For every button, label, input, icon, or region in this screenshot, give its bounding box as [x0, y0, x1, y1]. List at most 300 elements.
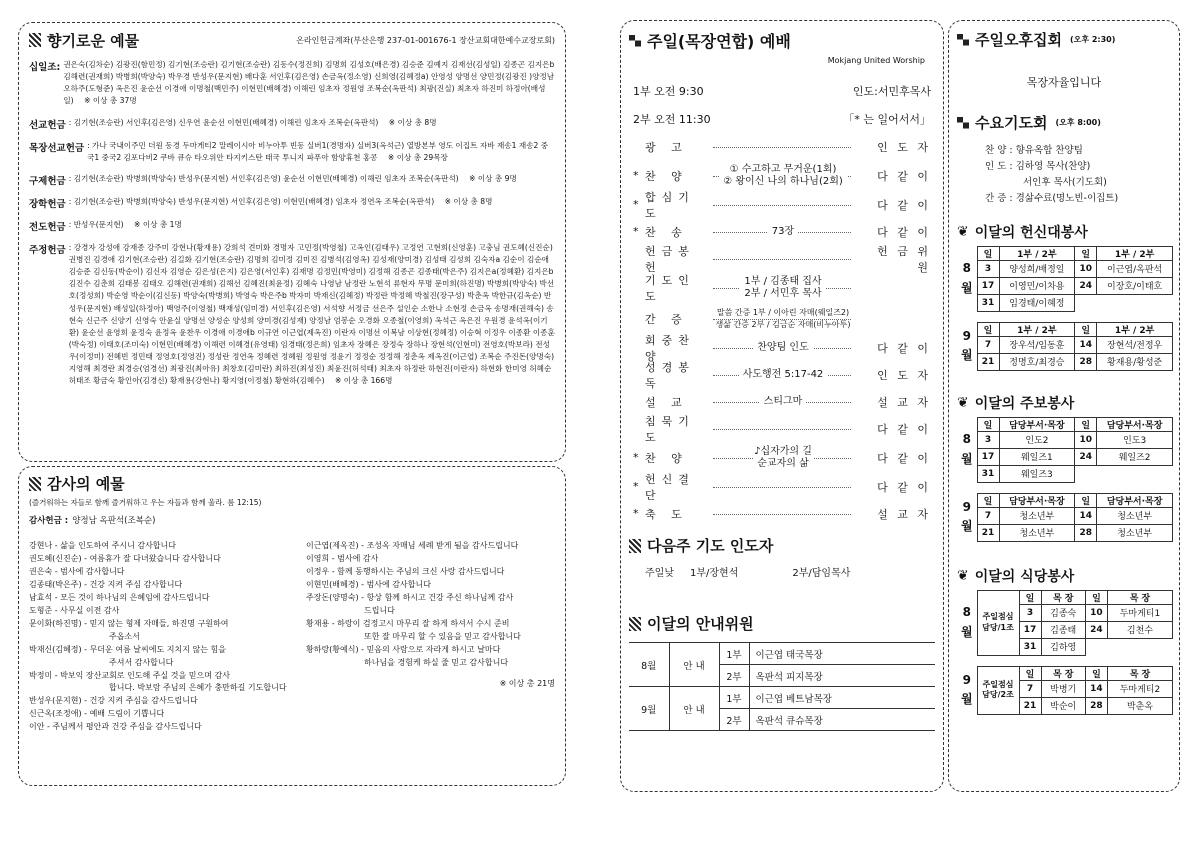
offering-section-body — [69, 242, 555, 388]
thanks-item: 하나님을 경험케 하실 줄 믿고 감사합니다 — [363, 657, 509, 667]
usher-row — [629, 643, 935, 665]
usher-role: 안 내 — [669, 643, 719, 687]
schedule-cell: 정명호/최경승 — [999, 353, 1075, 370]
schedule-cell: 21 — [1019, 697, 1041, 714]
worship-item-leader: 인 도 자 — [877, 140, 931, 154]
wed-lines — [957, 143, 1171, 208]
worship-item-name: 광 고 — [645, 140, 688, 154]
schedule-col-head: 일 — [977, 493, 999, 507]
thanks-item: 이근엽(제옥진) - 조성옥 자매님 세례 받게 됨을 감사드립니다 — [305, 541, 519, 550]
schedule-col-head: 1부 / 2부 — [999, 246, 1075, 260]
wed-line: 찬 양 : 향유옥합 찬양팀 — [985, 145, 1083, 156]
worship-item-name: 성경봉독 — [645, 360, 695, 390]
worship-item-leader: 인 도 자 — [877, 368, 931, 382]
offering-names: : 강경자 강성애 강재종 강주미 강현나(황재용) 강희석 견미화 경명자 고민정(박영철) 고옥인(김태우) 고정연 고현희(신영훈) 고충님 권도혜(신진순) 권병진 김경애 김기현(조승란) 김길화 김기현(조승란) 김명희 김미정 김미진 김병석(김영옥) 김성재(양미경) 김성태 김성희 김숙자a 김순이 김순애 김승준 김신동(박순이) 김신자 김영순 김은성(은지) 김은영(서인후) 김재명 김정민(박영미) 김정해 김종곤 김종태(박은주) 김지은a(정혜환) 김지은b 김진수 김춘희 김태봉 김태오 김해련(권재희) 김해선 김혜진(최윤정) 김혜숙 나영남 남정란 노현석 류현자 무명 문미희(하진명) 박병희(박양숙) 박선호(정성희) 박순영 박순이(김신동) 박양숙(박병희) 박영숙 박은주b 박자미 박재신(김혜정) 박정란 박정혜 박철진(장구성) 박춘옥 박한규(김옥순) 반성우(문지현) 배성일(하정아) 백영주(이영철) 백재성(임미경) 서인후(김은영) 서석향 서정금 선은주 설인순 소한나 소현정 손금옥 송명재(권해숙) 송현숙 신근주 신양기 신영숙 안윤실 양명선 양성순 양성희 양미경(김성재) 양정남 엄봉순 오경화 오종철(이영희) 옥석근 옥은진 우원경 윤석옥(이기환) 윤순선 윤영희 윤정숙 윤정옥 윤찬우 이경애 이경애b 이규연 이근엽(제옥진) 이란자 이명선 이복남 이상현(정혜정) 이승혁 이정우 이종환 이종훈(박숙정) 이태호(조미숙) 이현민(배혜경) 이해련 이혜경(유영태) 임경태(정은희) 임초자 장혜은 장정숙 장하나 장현석(인현미) 전영호(박보라) 전성우(이정미) 전혜빈 정민태 정영호(정영진) 정성란 정연옥 정혜련 정혜원 정원영 정윤기 정정순 정정해 정춘옥 제옥진(이근엽) 조복순 주진돈(양명숙) 지영해 최경란 최경승(엄경선) 최광진(최아유) 최창호(김미란) 최하진(최성진) 최윤진(허석태) 최초자 하정란 하현진(이란자) 하현화 한미영 허혜순 허태조 황금숙 황인아(김경신) 황재용(강현나) 황지영(이정철) 황현하(김혜수) — [68, 242, 555, 386]
offering-section-body — [87, 140, 555, 164]
schedule-col-head: 일 — [1019, 590, 1041, 604]
schedule-header — [957, 246, 1173, 260]
checker-icon — [957, 34, 969, 46]
schedule-col-head: 목 장 — [1107, 590, 1172, 604]
schedule-cell: 17 — [1019, 621, 1041, 638]
schedule-cell: 청소년부 — [999, 524, 1075, 541]
schedule-col-head: 목 장 — [1041, 666, 1085, 680]
checker-icon — [957, 117, 969, 129]
schedule-group: 주일점심 담당/1조 — [977, 590, 1019, 655]
leader-dots — [713, 429, 851, 430]
schedule-col-head: 담당부서·목장 — [999, 417, 1075, 431]
thanks-item: 이현민(배혜경) - 범사에 감사합니다 — [305, 579, 431, 589]
schedule-cell: 14 — [1085, 680, 1107, 697]
offering-section-body — [69, 117, 555, 131]
worship-item-name: 헌금봉헌 — [645, 244, 695, 274]
worship-item-name: 설 교 — [645, 395, 688, 409]
schedule-cell: 14 — [1075, 507, 1097, 524]
wed-line: 인 도 : 김하영 목사(찬양) — [985, 161, 1091, 173]
schedule-cell: 7 — [977, 507, 999, 524]
schedule-cell: 장우석/임동훈 — [999, 336, 1075, 353]
schedule-cell — [1107, 638, 1172, 655]
thanks-title: 감사의 예물 — [29, 473, 555, 494]
worship-star: * — [633, 169, 639, 182]
schedule-cell: 31 — [977, 465, 999, 482]
worship-star: * — [633, 451, 639, 464]
detail-line: 1부 / 김종태 집사 — [740, 276, 825, 288]
thanks-item: 박정미 - 박보익 장산교회로 인도해 주실 것을 믿으며 감사 — [29, 670, 230, 680]
schedule-cell: 양성희/배정일 — [999, 260, 1075, 277]
schedule-row — [957, 277, 1173, 294]
thanks-item: 합니다. 박보람 주님의 은혜가 충만하길 기도합니다 — [109, 683, 287, 693]
schedule-cell: 10 — [1075, 260, 1097, 277]
schedule-col-head: 일 — [1075, 493, 1097, 507]
schedule-col-head: 일 — [1075, 322, 1097, 336]
schedule-cell: 17 — [977, 277, 999, 294]
schedule-cell: 이영민/이차용 — [999, 277, 1075, 294]
schedule-col-head: 일 — [977, 322, 999, 336]
schedule-cell: 21 — [977, 353, 999, 370]
detail-line: ♪십자가의 길 — [750, 446, 816, 458]
thanks-item: 문이화(하진명) - 믿지 않는 형제 자매들, 하진명 구원하여 — [29, 618, 229, 628]
thanks-item: 권은숙 - 범사에 감사합니다 — [29, 566, 125, 576]
offering-section — [29, 242, 555, 388]
offering-section — [29, 117, 555, 131]
thanks-panel — [18, 466, 566, 786]
checker-icon — [629, 35, 641, 47]
thanks-offering-row — [29, 514, 555, 526]
offering-title: 향기로운 예물 — [29, 30, 139, 51]
schedule-cell: 두마게티2 — [1107, 680, 1172, 697]
usher-service: 1부 — [719, 643, 749, 665]
schedule-cell: 28 — [1085, 697, 1107, 714]
schedule-col-head: 일 — [1019, 666, 1041, 680]
schedule-row — [957, 431, 1173, 448]
schedule-cell — [1085, 638, 1107, 655]
offering-total: ※ 이상 총 37명 — [81, 96, 137, 106]
account-info: 온라인헌금계좌(부산은행 237-01-001676-1 장산교회대한예수교장로회) — [296, 35, 555, 45]
bulletin-title: ❦ 이달의 주보봉사 — [957, 394, 1075, 412]
schedule-cell: 24 — [1075, 277, 1097, 294]
schedule-cell: 김종숙 — [1041, 604, 1085, 621]
heart-icon: ❦ — [957, 394, 969, 411]
thanks-item: 도형준 - 사무실 이전 감사 — [29, 605, 120, 615]
detail-line: 스티그마 — [760, 396, 807, 408]
schedule-cell: 10 — [1085, 604, 1107, 621]
usher-name: 옥판석 큐슈목장 — [755, 715, 823, 727]
schedule-row — [957, 507, 1173, 524]
schedule-month: 9 월 — [960, 328, 973, 363]
schedule-header — [957, 666, 1173, 680]
schedule-cell: 24 — [1085, 621, 1107, 638]
leader-dots — [713, 514, 851, 515]
offering-sections — [29, 59, 555, 388]
schedule-cell: 28 — [1075, 524, 1097, 541]
schedule-cell: 청소년부 — [1097, 507, 1173, 524]
offering-names: : 가나 국내이주민 더원 동경 두마게티2 말레이시아 비누아투 빈동 실버1(경명자) 실버3(옥석근) 열방본부 영도 이집트 자바 재송1 재송2 중국1 중국2 김포다비2 쿠바 큐슈 타오위안 타지키스탄 태국 투니지 파푸아 함양휴천 홍콩 — [87, 140, 549, 162]
worship-row — [633, 500, 931, 527]
worship-item-name: 찬 양 — [645, 451, 688, 465]
schedule-cell: 3 — [977, 260, 999, 277]
schedule-col-head: 담당부서·목장 — [999, 493, 1075, 507]
worship-row — [633, 473, 931, 500]
offering-section — [29, 59, 555, 108]
worship-row — [633, 191, 931, 218]
detail-line: 사도행전 5:17-42 — [739, 369, 828, 381]
offering-names: : 김기현(조승란) 서인후(김은영) 신우연 윤순선 이현민(배혜경) 이해린 임초자 조복순(옥판석) — [68, 117, 379, 127]
worship-row — [633, 303, 931, 334]
offering-names: : 김기현(조승란) 박병희(박양숙) 반성우(문지현) 서인후(김은영) 이현민(배혜경) 임초자 정연옥 조복순(옥판석) — [68, 196, 435, 206]
offering-section-label: 전도헌금 — [29, 221, 66, 233]
next-prayer-title: 다음주 기도 인도자 — [629, 535, 935, 556]
worship-row — [633, 133, 931, 160]
schedule-cell: 청소년부 — [999, 507, 1075, 524]
usher-name: 이근엽 태국목장 — [755, 649, 823, 661]
offering-section — [29, 196, 555, 210]
ushers-title: 이달의 안내위원 — [629, 613, 935, 634]
wed-time: (오후 8:00) — [1055, 118, 1101, 127]
schedule-cell: 7 — [977, 336, 999, 353]
worship-item-detail — [707, 164, 859, 187]
schedule-cell: 임경태/이혜정 — [999, 294, 1075, 311]
pattern-icon — [629, 539, 641, 553]
schedule-cell — [1075, 294, 1097, 311]
offering-total: ※ 이상 총 9명 — [466, 173, 517, 183]
worship-row — [633, 334, 931, 361]
schedule-col-head: 일 — [1085, 590, 1107, 604]
worship-row — [633, 388, 931, 415]
worship-item-name: 합심기도 — [645, 190, 695, 220]
thanks-list-left — [29, 540, 288, 734]
schedule-cell: 인도3 — [1097, 431, 1173, 448]
worship-star: * — [633, 198, 639, 211]
schedule-table — [957, 322, 1173, 371]
worship-item-leader: 다 같 이 — [877, 169, 931, 183]
worship-panel — [620, 20, 944, 792]
offering-total: ※ 이상 총 29목장 — [385, 152, 448, 162]
thanks-item: 주옵소서 — [109, 631, 140, 641]
next-prayer-p2: 2부/담임목사 — [792, 568, 851, 579]
schedule-month: 9 월 — [960, 499, 973, 534]
schedule-header — [957, 590, 1173, 604]
schedule-cell: 장현석/전정우 — [1097, 336, 1173, 353]
ushers-table — [629, 642, 935, 731]
thanks-item: 이안 - 주님께서 평안과 건강 주심을 감사드립니다 — [29, 722, 202, 732]
schedule-cell: 이장호/이태호 — [1097, 277, 1173, 294]
thanks-list-right — [306, 540, 555, 670]
schedule-col-head: 일 — [1075, 417, 1097, 431]
worship-item-leader: 다 같 이 — [877, 198, 931, 212]
offering-section-body — [69, 196, 555, 210]
schedule-col-head: 일 — [977, 246, 999, 260]
offering-total: ※ 이상 총 8명 — [386, 117, 437, 127]
schedule-cell: 10 — [1075, 431, 1097, 448]
detail-line: 찬양팀 인도 — [753, 342, 812, 354]
worship-item-name: 기도인도 — [645, 273, 695, 303]
preacher: 인도:서민후목사 — [852, 85, 931, 98]
wed-line: 간 증 : 경삶수료(명노빈-이집트) — [985, 193, 1119, 205]
worship-title: 주일(목장연합) 예배 — [629, 29, 935, 52]
schedule-col-head: 일 — [977, 417, 999, 431]
heart-icon: ❦ — [957, 567, 969, 584]
schedule-cell: 김하영 — [1041, 638, 1085, 655]
worship-row — [633, 245, 931, 272]
schedule-cell: 31 — [1019, 638, 1041, 655]
worship-star: * — [633, 225, 639, 238]
schedule-row — [957, 524, 1173, 541]
worship-item-leader: 헌 금 위 원 — [877, 244, 931, 274]
worship-row — [633, 160, 931, 191]
schedule-month: 8 월 — [960, 605, 973, 639]
usher-row — [629, 687, 935, 709]
detail-line: 순교자의 삶 — [753, 458, 812, 470]
next-prayer-p1: 1부/장현석 — [689, 568, 739, 579]
schedule-col-head: 1부 / 2부 — [999, 322, 1075, 336]
thanks-total: ※ 이상 총 21명 — [499, 678, 555, 688]
worship-row — [633, 272, 931, 303]
leader-dots — [713, 147, 851, 148]
worship-row — [633, 415, 931, 442]
leader-dots — [713, 205, 851, 206]
standing-note: 「* 는 일어서서」 — [843, 113, 931, 126]
afternoon-text: 목장자율입니다 — [1026, 76, 1102, 89]
schedule-table — [957, 590, 1173, 656]
worship-item-name: 회중찬양 — [645, 333, 695, 363]
kitchen-tables — [957, 590, 1171, 715]
bulletin-tables — [957, 417, 1171, 542]
schedule-cell: 청소년부 — [1097, 524, 1173, 541]
thanks-item: 박재신(김혜정) - 무더운 여름 날씨에도 지치지 않는 힘을 — [29, 644, 226, 654]
schedule-cell: 박춘옥 — [1107, 697, 1172, 714]
worship-item-name: 축 도 — [645, 507, 688, 521]
worship-item-name: 간 증 — [645, 312, 688, 326]
thanks-item: 권도혜(신진순) - 여름휴가 잘 다녀왔습니다 감사합니다 — [29, 553, 221, 563]
schedule-cell: 31 — [977, 294, 999, 311]
schedule-col-head: 일 — [1085, 666, 1107, 680]
usher-service: 2부 — [719, 709, 749, 731]
schedule-row — [957, 260, 1173, 277]
offering-section — [29, 173, 555, 187]
schedule-cell: 웨일즈2 — [1097, 448, 1173, 465]
thanks-item: 반성우(문지현) - 건강 지켜 주심을 감사드립니다 — [29, 696, 198, 706]
thanks-item: 김종태(박은주) - 건강 지켜 주심 감사합니다 — [29, 579, 183, 589]
offering-total: ※ 이상 총 8명 — [442, 196, 493, 206]
thanks-offering-label: 감사헌금 : — [29, 516, 69, 526]
thanks-item: 황하랑(황예식) - 믿음의 사람으로 자라게 하시고 날마다 — [305, 644, 501, 654]
schedule-cell: 17 — [977, 448, 999, 465]
schedule-cell — [1075, 465, 1097, 482]
schedule-cell: 21 — [977, 524, 999, 541]
pattern-icon — [29, 477, 41, 491]
schedule-table — [957, 246, 1173, 312]
schedule-col-head: 일 — [1075, 246, 1097, 260]
worship-star: * — [633, 507, 639, 520]
schedule-table — [957, 417, 1173, 483]
offering-section-body — [69, 219, 555, 233]
schedule-cell: 박병기 — [1041, 680, 1085, 697]
schedule-table — [957, 493, 1173, 542]
schedule-month: 8 월 — [960, 432, 973, 466]
service-tables — [957, 246, 1171, 371]
offering-section-label: 구제헌금 — [29, 175, 66, 187]
thanks-verse: (즐거워하는 자들로 함께 즐거워하고 우는 자들과 함께 울라. 롬 12:15) — [29, 498, 262, 507]
service-time-2: 2부 오전 11:30 — [633, 113, 711, 126]
thanks-item: 드립니다 — [363, 605, 395, 615]
usher-month: 8월 — [629, 643, 669, 687]
schedule-cell: 3 — [977, 431, 999, 448]
worship-item-leader: 다 같 이 — [877, 422, 931, 436]
worship-item-name: 침묵기도 — [645, 414, 695, 444]
thanks-item: 강현나 - 삶을 인도하여 주시니 감사합니다 — [29, 541, 176, 550]
worship-item-name: 찬 양 — [645, 169, 688, 183]
next-prayer-row — [629, 564, 935, 579]
schedule-cell: 박순이 — [1041, 697, 1085, 714]
schedule-cell: 28 — [1075, 353, 1097, 370]
schedule-col-head: 1부 / 2부 — [1097, 322, 1173, 336]
usher-name: 이근엽 베트남목장 — [755, 693, 832, 705]
usher-service: 2부 — [719, 665, 749, 687]
schedule-cell: 24 — [1075, 448, 1097, 465]
schedule-cell — [1097, 294, 1173, 311]
offering-section-label: 장학헌금 — [29, 198, 66, 210]
thanks-item: 주셔서 감사합니다 — [109, 657, 174, 667]
detail-line: ② 왕이신 나의 하나님(2회) — [719, 176, 847, 188]
schedule-header — [957, 493, 1173, 507]
schedule-col-head: 목 장 — [1041, 590, 1085, 604]
offering-section-body — [69, 173, 555, 187]
schedule-cell — [1097, 465, 1173, 482]
offering-names: : 반성우(문지현) — [68, 219, 124, 229]
usher-role: 안 내 — [669, 687, 719, 731]
schedule-col-head: 담당부서·목장 — [1097, 493, 1173, 507]
leader-dots — [713, 487, 851, 488]
schedule-cell: 이근엽/옥판석 — [1097, 260, 1173, 277]
offering-section-body — [63, 59, 555, 108]
detail-line: 2부 / 서민후 목사 — [740, 288, 825, 300]
afternoon-time: (오후 2:30) — [1069, 35, 1116, 44]
schedule-cell: 김종태 — [1041, 621, 1085, 638]
worship-row — [633, 442, 931, 473]
worship-star: * — [633, 480, 639, 493]
usher-month: 9월 — [629, 687, 669, 731]
detail-line: ① 수고하고 무거운(1회) — [726, 164, 841, 176]
schedule-cell: 웨일즈1 — [999, 448, 1075, 465]
schedule-table — [957, 666, 1173, 715]
worship-item-leader: 다 같 이 — [877, 341, 931, 355]
thanks-item: 남효석 - 모든 것이 하나님의 은혜임에 감사드립니다 — [29, 592, 210, 602]
worship-item-name: 찬 송 — [645, 225, 688, 239]
schedule-cell: 14 — [1075, 336, 1097, 353]
next-prayer-label: 주일낮 — [645, 568, 674, 579]
offering-section — [29, 219, 555, 233]
kitchen-title: ❦ 이달의 식당봉사 — [957, 567, 1075, 585]
worship-row — [633, 361, 931, 388]
detail-line: 말씀 간증 1부 / 이아린 자매(웨일즈2) — [713, 308, 853, 317]
afternoon-title: 주일오후집회 — [957, 29, 1062, 50]
leader-dots — [713, 259, 851, 260]
worship-item-leader: 다 같 이 — [877, 480, 931, 494]
schedule-panel — [948, 20, 1180, 792]
worship-row — [633, 218, 931, 245]
worship-item-leader: 다 같 이 — [877, 451, 931, 465]
schedule-header — [957, 322, 1173, 336]
schedule-col-head: 목 장 — [1107, 666, 1172, 680]
offering-names: 권은숙(김차순) 김광진(함민정) 김기현(조승란) 김기현(조승란) 김동수(정진희) 김명희 김성호(배은경) 김승준 김예지 김재선(김성일) 김종곤 김지은b 김해련(권재희) 박병희(박양숙) 박우경 반성우(문지현) 배다훈 서인후(김은영) 손금옥(정소영) 신희영(김혜정a) 안영성 양명선 양민정(김광진 )양정남 오하주(도형준) 옥은진 윤순선 이경애 이명철(백민주) 이현민(배혜경) 이해린 임초자 정원영 조복순(옥판석) 최광(진실) 최초자 하진미 하정아(배성일) — [63, 60, 555, 106]
schedule-cell: 황재용/황성준 — [1097, 353, 1173, 370]
detail-line: 생삶 간증 2부 / 김금순 자매(비누아투) — [712, 320, 855, 329]
offering-total: ※ 이상 총 166명 — [332, 376, 393, 386]
thanks-item: 이영희 - 범사에 감사 — [305, 553, 379, 563]
heart-icon: ❦ — [957, 223, 969, 240]
offering-section-label: 십일조: — [29, 62, 61, 73]
schedule-cell: 두마게티1 — [1107, 604, 1172, 621]
usher-name: 옥판석 피지목장 — [755, 671, 823, 683]
worship-subtitle: Mokjang United Worship — [827, 56, 925, 65]
schedule-row — [957, 353, 1173, 370]
pattern-icon — [29, 33, 41, 47]
schedule-col-head: 담당부서·목장 — [1097, 417, 1173, 431]
wed-line: 서인후 목사(기도회) — [1023, 177, 1107, 189]
schedule-row — [957, 336, 1173, 353]
schedule-cell: 3 — [1019, 604, 1041, 621]
service-title: ❦ 이달의 헌신대봉사 — [957, 223, 1088, 241]
schedule-row — [957, 448, 1173, 465]
order-of-service — [629, 133, 935, 527]
offering-panel — [18, 22, 566, 462]
thanks-item: 황재용 - 하랑이 검정고시 마무리 잘 하게 하셔서 수시 준비 — [305, 618, 510, 628]
worship-item-leader: 다 같 이 — [877, 225, 931, 239]
schedule-cell: 김천수 — [1107, 621, 1172, 638]
offering-names: : 김기현(조승란) 박병희(박양숙) 반성우(문지현) 서인후(김은영) 윤순선 이현민(배혜경) 이해린 임초자 조복순(옥판석) — [68, 173, 459, 183]
offering-section-label: 목장선교헌금 — [29, 142, 85, 154]
schedule-cell: 인도2 — [999, 431, 1075, 448]
detail-line: 73장 — [768, 226, 798, 238]
schedule-cell: 웨일즈3 — [999, 465, 1075, 482]
schedule-month: 8 월 — [960, 261, 973, 295]
pattern-icon — [629, 617, 641, 631]
offering-section — [29, 140, 555, 164]
thanks-item: 또한 잘 마무리 할 수 있음을 믿고 감사합니다 — [363, 631, 521, 641]
schedule-row — [957, 465, 1173, 482]
schedule-group: 주일점심 담당/2조 — [977, 666, 1019, 714]
schedule-header — [957, 417, 1173, 431]
worship-item-leader: 설 교 자 — [877, 507, 931, 521]
thanks-item: 주장돈(양명숙) - 항상 함께 하시고 건강 주신 하나님께 감사 — [305, 592, 514, 602]
schedule-month: 9 월 — [960, 672, 973, 707]
thanks-offering-text: 양정남 옥판석(조복순) — [72, 516, 156, 526]
offering-total: ※ 이상 총 1명 — [131, 219, 182, 229]
offering-section-label: 주정헌금 — [29, 244, 66, 256]
thanks-item: 신근옥(조정애) - 예배 드림이 기쁩니다 — [29, 709, 165, 719]
worship-item-leader: 설 교 자 — [877, 395, 931, 409]
worship-item-name: 헌신결단 — [645, 472, 695, 502]
